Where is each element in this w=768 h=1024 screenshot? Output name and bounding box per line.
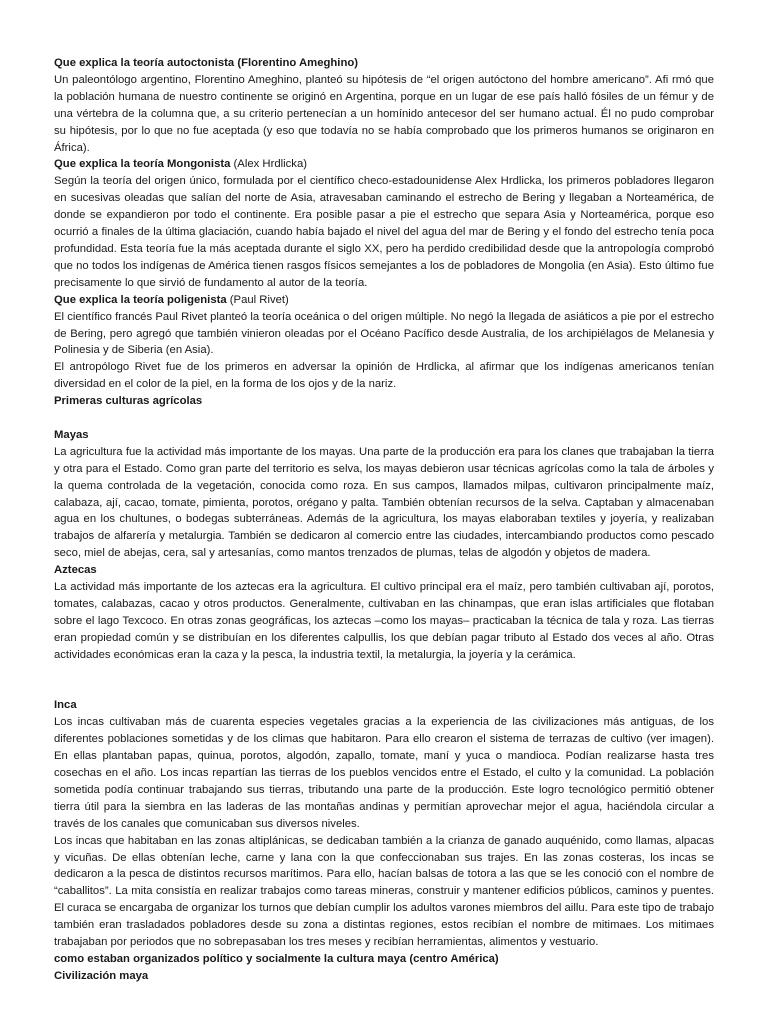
paragraph-poligenista-1: El científico francés Paul Rivet planteó la teoría oceánica o del origen múltiple. No negó la llegada de asiáticos a pie por el estrecho de Bering, pero agregó que también vinieron oleadas por el Océano Pacífico desde Australia, de los archipiélagos de Melanesia y Polinesia y de Siberia (en Asia). [54,310,714,357]
paragraph-poligenista-2: El antropólogo Rivet fue de los primeros en adversar la opinión de Hrdlicka, al afirmar que los indígenas americanos tenían diversidad en el color de la piel, en la forma de los ojos y de la nariz. [54,361,714,391]
section-heading-mongonista [54,156,714,173]
heading-author: (Paul Rivet) [226,293,289,306]
section-heading-autoctonista: Que explica la teoría autoctonista (Florentino Ameghino) [54,57,359,69]
section-heading-culturas: Primeras culturas agrícolas [54,395,203,408]
section-heading-organizacion-maya: como estaban organizados político y socialmente la cultura maya (centro América) [54,953,499,965]
section-heading-mayas: Mayas [54,428,89,441]
heading-bold-part: Que explica la teoría Mongonista [54,158,231,171]
section-heading-poligenista [54,292,714,309]
section-heading-civilizacion-maya: Civilización maya [54,969,149,982]
spacer [54,664,714,698]
paragraph-mongonista: Según la teoría del origen único, formulada por el científico checo-estadounidense Alex Hrdlicka, los primeros pobladores llegaron en sucesivas oleadas que salían del norte de Asia, atravesaban caminando el estrecho de Bering y llegaban a Norteamérica, de donde se expandieron por todo el continente. Era posible pasar a pie el estrecho que separa Asia y Norteamérica, porque eso ocurrió a finales de la última glaciación, cuando había bajado el nivel del agua del mar de Bering y el fondo del estrecho tenía poca profundidad. Esta teoría fue la más aceptada durante el siglo XX, pero ha perdido credibilidad desde que la antropología comprobó que no todos los indígenas de América tienen rasgos físicos semejantes a los de pobladores de Mongolia (en Asia). Esto último fue precisamente lo que sirvió de fundamento al autor de la teoría. [54,175,714,289]
paragraph-aztecas: La actividad más importante de los aztecas era la agricultura. El cultivo principal era el maíz, pero también cultivaban ají, porotos, tomates, calabazas, cacao y otros productos. Generalmente, cultivaban en las chinampas, que eran islas artificiales que flotaban sobre el lago Texcoco. En otras zonas geográficas, los aztecas –como los mayas– practicaban la técnica de tala y roza. Las tierras eran propiedad común y se distribuían en los diferentes calpullis, los que debían pagar tributo al Estado dos veces al año. Otras actividades económicas eran la caza y la pesca, la industria textil, la metalurgia, la joyería y la cerámica. [54,581,714,661]
section-heading-aztecas: Aztecas [54,564,97,577]
paragraph-autoctonista: Un paleontólogo argentino, Florentino Ameghino, planteó su hipótesis de “el origen autóctono del hombre americano”. Afi rmó que la población humana de nuestro continente se originó en Argentina, porque en un lugar de ese país halló fósiles de un fémur y de una vértebra de la columna que, a su criterio pertenecían a un homínido antecesor del ser humano actual. Él no pudo comprobar su hipótesis, por lo que no fue aceptada (y eso que todavía no se había comprobado que los primeros humanos se originaron en África). [54,73,714,154]
paragraph-inca-1: Los incas cultivaban más de cuarenta especies vegetales gracias a la experiencia de las civilizaciones más antiguas, de los diferentes poblaciones sometidas y de los climas que habitaron. Para ello crearon el sistema de terrazas de cultivo (ver imagen). En ellas plantaban papas, quinua, porotos, algodón, zapallo, tomate, maní y yuca o mandioca. Podían realizarse hasta tres cosechas en el año. Los incas repartían las tierras de los pueblos vencidos entre el Estado, el culto y la comunidad. La población sometida podía continuar trabajando sus tierras, tributando una parte de la producción. Este logro tecnológico permitió obtener tierra útil para la siembra en las laderas de las montañas andinas y permitían aprovechar mejor el agua, haciéndola circular a través de los canales que comunicaban sus diversos niveles. [54,716,714,830]
heading-bold-part: Que explica la teoría poligenista [54,293,227,306]
paragraph-mayas: La agricultura fue la actividad más importante de los mayas. Una parte de la producción era para los clanes que trabajaban la tierra y otra para el Estado. Como gran parte del territorio es selva, los mayas debieron usar técnicas agrícolas como la tala de árboles y la quema controlada de la vegetación, conocida como roza. En sus campos, llamados milpas, cultivaron principalmente maíz, calabaza, ají, cacao, tomate, pimienta, porotos, orégano y palta. También obtenían recursos de la selva. Captaban y almacenaban agua en los chultunes, o bodegas subterráneas. Además de la agricultura, los mayas elaboraban textiles y joyería, y realizaban trabajos de alfarería y metalurgia. También se dedicaron al comercio entre las ciudades, intercambiando productos como pescado seco, miel de abejas, cera, sal y artesanías, como mantos trenzados de plumas, telas de algodón y objetos de madera. [54,445,714,560]
spacer [54,410,714,427]
heading-author: (Alex Hrdlicka) [230,158,307,171]
paragraph-inca-2: Los incas que habitaban en las zonas altiplánicas, se dedicaban también a la crianza de ganado auquénido, como llamas, alpacas y vicuñas. De ellas obtenían leche, carne y lana con la que confeccionaban sus trajes. En las zonas costeras, los incas se dedicaron a la pesca de distintos recursos marítimos. Para ello, hacían balsas de totora a las que se les conoció con el nombre de “caballitos”. La mita consistía en realizar trabajos como tareas mineras, construir y mantener edificios públicos, caminos y puentes. El curaca se encargaba de organizar los turnos que debían cumplir los adultos varones miembros del aillu. Para este tipo de trabajo también eran trasladados pobladores desde su zona a distintas regiones, estos recibían el nombre de mitimaes. Los mitimaes trabajaban por periodos que no sobrepasaban los tres meses y recibían herramientas, alimentos y vestuario. [54,834,714,949]
section-heading-inca: Inca [54,699,77,712]
